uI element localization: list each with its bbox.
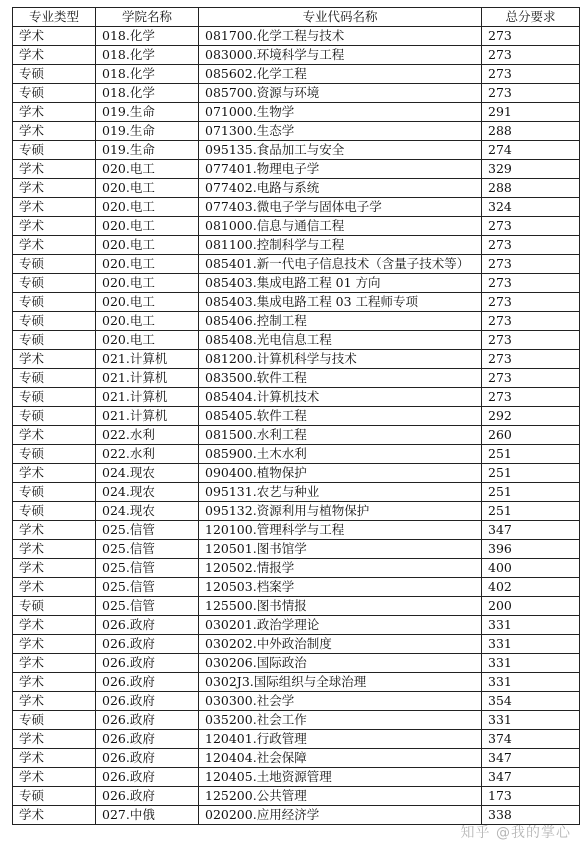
cell-major-code-name: 085403.集成电路工程 01 方向 [199,274,482,293]
cell-major-code-name: 120100.管理科学与工程 [199,521,482,540]
cell-college-name: 021.计算机 [96,350,199,369]
cell-college-name: 022.水利 [96,426,199,445]
cell-total-score: 331 [482,654,580,673]
cell-total-score: 347 [482,749,580,768]
cell-total-score: 273 [482,369,580,388]
cell-major-type: 学术 [13,198,96,217]
cell-college-name: 026.政府 [96,787,199,806]
cell-college-name: 020.电工 [96,293,199,312]
cell-major-type: 学术 [13,179,96,198]
cell-major-code-name: 020200.应用经济学 [199,806,482,825]
cell-major-type: 专硕 [13,787,96,806]
cell-college-name: 026.政府 [96,768,199,787]
cell-major-type: 学术 [13,27,96,46]
cell-major-type: 专硕 [13,388,96,407]
cell-total-score: 251 [482,464,580,483]
cell-major-type: 学术 [13,635,96,654]
table-body [13,27,580,825]
cell-college-name: 026.政府 [96,673,199,692]
table-row [13,540,580,559]
cell-major-type: 学术 [13,426,96,445]
cell-major-code-name: 095132.资源利用与植物保护 [199,502,482,521]
watermark: 知乎 @我的掌心 [460,825,571,841]
cell-total-score: 288 [482,179,580,198]
cell-major-code-name: 095135.食品加工与安全 [199,141,482,160]
cell-major-type: 学术 [13,521,96,540]
cell-major-code-name: 085406.控制工程 [199,312,482,331]
cell-major-code-name: 120405.土地资源管理 [199,768,482,787]
cell-total-score: 331 [482,635,580,654]
cell-college-name: 020.电工 [96,160,199,179]
cell-major-code-name: 035200.社会工作 [199,711,482,730]
cell-college-name: 027.中俄 [96,806,199,825]
table-row [13,27,580,46]
cell-major-code-name: 077402.电路与系统 [199,179,482,198]
cell-total-score: 288 [482,122,580,141]
cell-major-code-name: 085700.资源与环境 [199,84,482,103]
table-row [13,274,580,293]
cell-college-name: 024.现农 [96,464,199,483]
cell-total-score: 338 [482,806,580,825]
cell-major-type: 专硕 [13,255,96,274]
cell-major-code-name: 030202.中外政治制度 [199,635,482,654]
cell-major-type: 学术 [13,673,96,692]
cell-major-type: 学术 [13,464,96,483]
cell-major-type: 学术 [13,160,96,179]
cell-college-name: 022.水利 [96,445,199,464]
cell-major-code-name: 085404.计算机技术 [199,388,482,407]
table-row [13,331,580,350]
header-total-score: 总分要求 [482,8,580,27]
cell-total-score: 273 [482,255,580,274]
header-row [13,8,580,27]
cell-major-code-name: 120502.情报学 [199,559,482,578]
cell-major-type: 学术 [13,654,96,673]
cell-total-score: 331 [482,711,580,730]
cell-total-score: 273 [482,331,580,350]
cell-college-name: 018.化学 [96,65,199,84]
cell-major-type: 学术 [13,692,96,711]
table-row [13,350,580,369]
cell-college-name: 018.化学 [96,27,199,46]
cell-major-code-name: 030201.政治学理论 [199,616,482,635]
cell-major-type: 专硕 [13,502,96,521]
cell-total-score: 329 [482,160,580,179]
table-row [13,217,580,236]
cell-total-score: 260 [482,426,580,445]
cell-major-type: 学术 [13,103,96,122]
cell-major-code-name: 085405.软件工程 [199,407,482,426]
cell-major-type: 学术 [13,122,96,141]
cell-major-code-name: 120404.社会保障 [199,749,482,768]
table-row [13,122,580,141]
cell-total-score: 273 [482,27,580,46]
table-row [13,388,580,407]
cell-college-name: 021.计算机 [96,388,199,407]
table-row [13,84,580,103]
cell-total-score: 200 [482,597,580,616]
table-row [13,635,580,654]
cell-major-code-name: 081200.计算机科学与技术 [199,350,482,369]
table-row [13,578,580,597]
table-row [13,692,580,711]
table-row [13,426,580,445]
cell-major-code-name: 085403.集成电路工程 03 工程师专项 [199,293,482,312]
cell-total-score: 273 [482,350,580,369]
cell-college-name: 020.电工 [96,255,199,274]
cell-college-name: 026.政府 [96,654,199,673]
table-row [13,502,580,521]
cell-major-code-name: 030206.国际政治 [199,654,482,673]
table-row [13,749,580,768]
cell-total-score: 273 [482,312,580,331]
cell-total-score: 273 [482,65,580,84]
cell-total-score: 273 [482,236,580,255]
cell-college-name: 025.信管 [96,540,199,559]
cell-college-name: 025.信管 [96,559,199,578]
cell-major-type: 专硕 [13,331,96,350]
cell-major-type: 专硕 [13,597,96,616]
cell-major-type: 学术 [13,768,96,787]
table-row [13,46,580,65]
cell-major-type: 学术 [13,578,96,597]
cell-major-code-name: 077401.物理电子学 [199,160,482,179]
cell-total-score: 400 [482,559,580,578]
cell-major-type: 学术 [13,730,96,749]
cell-major-type: 专硕 [13,84,96,103]
cell-major-type: 学术 [13,236,96,255]
table-row [13,179,580,198]
cell-college-name: 026.政府 [96,692,199,711]
cell-major-type: 学术 [13,749,96,768]
cell-major-code-name: 120501.图书馆学 [199,540,482,559]
cell-college-name: 020.电工 [96,217,199,236]
cell-major-code-name: 081500.水利工程 [199,426,482,445]
cell-total-score: 251 [482,502,580,521]
cell-major-type: 专硕 [13,274,96,293]
cell-major-type: 学术 [13,559,96,578]
cell-college-name: 026.政府 [96,711,199,730]
table-row [13,293,580,312]
table-row [13,255,580,274]
cell-total-score: 273 [482,84,580,103]
cell-college-name: 024.现农 [96,502,199,521]
table-row [13,312,580,331]
cell-major-code-name: 090400.植物保护 [199,464,482,483]
cell-major-code-name: 095131.农艺与种业 [199,483,482,502]
cell-college-name: 020.电工 [96,179,199,198]
table-row [13,768,580,787]
cell-college-name: 018.化学 [96,84,199,103]
cell-total-score: 273 [482,274,580,293]
header-major-code-name: 专业代码名称 [199,8,482,27]
cell-college-name: 021.计算机 [96,369,199,388]
cell-total-score: 274 [482,141,580,160]
cell-total-score: 347 [482,521,580,540]
cell-major-type: 学术 [13,616,96,635]
cell-major-code-name: 083000.环境科学与工程 [199,46,482,65]
cell-total-score: 292 [482,407,580,426]
cell-major-type: 专硕 [13,407,96,426]
cell-college-name: 024.现农 [96,483,199,502]
cell-total-score: 402 [482,578,580,597]
table-row [13,160,580,179]
cell-total-score: 273 [482,217,580,236]
cell-major-type: 专硕 [13,711,96,730]
cell-major-code-name: 085401.新一代电子信息技术（含量子技术等） [199,255,482,274]
header-college-name: 学院名称 [96,8,199,27]
cell-total-score: 273 [482,46,580,65]
cell-college-name: 020.电工 [96,236,199,255]
cell-major-type: 学术 [13,350,96,369]
cell-major-type: 学术 [13,217,96,236]
header-major-type: 专业类型 [13,8,96,27]
table-row [13,236,580,255]
table-row [13,787,580,806]
cell-major-type: 专硕 [13,293,96,312]
cell-total-score: 324 [482,198,580,217]
cell-major-code-name: 030300.社会学 [199,692,482,711]
cell-college-name: 019.生命 [96,141,199,160]
cell-major-code-name: 125200.公共管理 [199,787,482,806]
cell-total-score: 396 [482,540,580,559]
cell-college-name: 025.信管 [96,597,199,616]
cell-college-name: 020.电工 [96,274,199,293]
cell-major-type: 专硕 [13,483,96,502]
cell-college-name: 026.政府 [96,635,199,654]
cell-major-type: 专硕 [13,369,96,388]
cell-major-type: 专硕 [13,65,96,84]
cell-major-type: 学术 [13,806,96,825]
cell-major-type: 专硕 [13,312,96,331]
cell-major-code-name: 077403.微电子学与固体电子学 [199,198,482,217]
table-row [13,198,580,217]
cell-total-score: 273 [482,388,580,407]
table-row [13,103,580,122]
cell-major-code-name: 120503.档案学 [199,578,482,597]
cell-major-type: 学术 [13,540,96,559]
cell-college-name: 020.电工 [96,198,199,217]
cell-college-name: 020.电工 [96,312,199,331]
table-row [13,369,580,388]
cell-major-code-name: 081100.控制科学与工程 [199,236,482,255]
cell-major-code-name: 125500.图书情报 [199,597,482,616]
table-row [13,673,580,692]
table-row [13,483,580,502]
cell-college-name: 025.信管 [96,521,199,540]
cell-total-score: 354 [482,692,580,711]
cell-college-name: 026.政府 [96,616,199,635]
table-row [13,141,580,160]
cell-total-score: 291 [482,103,580,122]
table-row [13,616,580,635]
cell-major-code-name: 071000.生物学 [199,103,482,122]
cell-major-type: 专硕 [13,445,96,464]
cell-total-score: 331 [482,673,580,692]
admission-table-container [12,7,579,825]
table-row [13,407,580,426]
cell-college-name: 026.政府 [96,730,199,749]
table-row [13,654,580,673]
cell-college-name: 026.政府 [96,749,199,768]
table-row [13,521,580,540]
cell-major-code-name: 081700.化学工程与技术 [199,27,482,46]
cell-major-type: 学术 [13,46,96,65]
cell-college-name: 018.化学 [96,46,199,65]
cell-major-code-name: 085408.光电信息工程 [199,331,482,350]
cell-total-score: 273 [482,293,580,312]
cell-total-score: 374 [482,730,580,749]
cell-total-score: 347 [482,768,580,787]
cell-college-name: 021.计算机 [96,407,199,426]
admission-score-table [12,7,580,825]
cell-major-code-name: 085900.土木水利 [199,445,482,464]
table-row [13,65,580,84]
cell-major-code-name: 081000.信息与通信工程 [199,217,482,236]
cell-major-code-name: 085602.化学工程 [199,65,482,84]
table-row [13,464,580,483]
cell-total-score: 251 [482,445,580,464]
table-header [13,8,580,27]
cell-total-score: 173 [482,787,580,806]
table-row [13,445,580,464]
cell-major-type: 专硕 [13,141,96,160]
cell-total-score: 331 [482,616,580,635]
cell-major-code-name: 071300.生态学 [199,122,482,141]
cell-college-name: 019.生命 [96,103,199,122]
cell-major-code-name: 0302J3.国际组织与全球治理 [199,673,482,692]
table-row [13,559,580,578]
cell-major-code-name: 083500.软件工程 [199,369,482,388]
cell-college-name: 019.生命 [96,122,199,141]
cell-major-code-name: 120401.行政管理 [199,730,482,749]
table-row [13,730,580,749]
cell-total-score: 251 [482,483,580,502]
cell-college-name: 025.信管 [96,578,199,597]
table-row [13,597,580,616]
cell-college-name: 020.电工 [96,331,199,350]
table-row [13,711,580,730]
